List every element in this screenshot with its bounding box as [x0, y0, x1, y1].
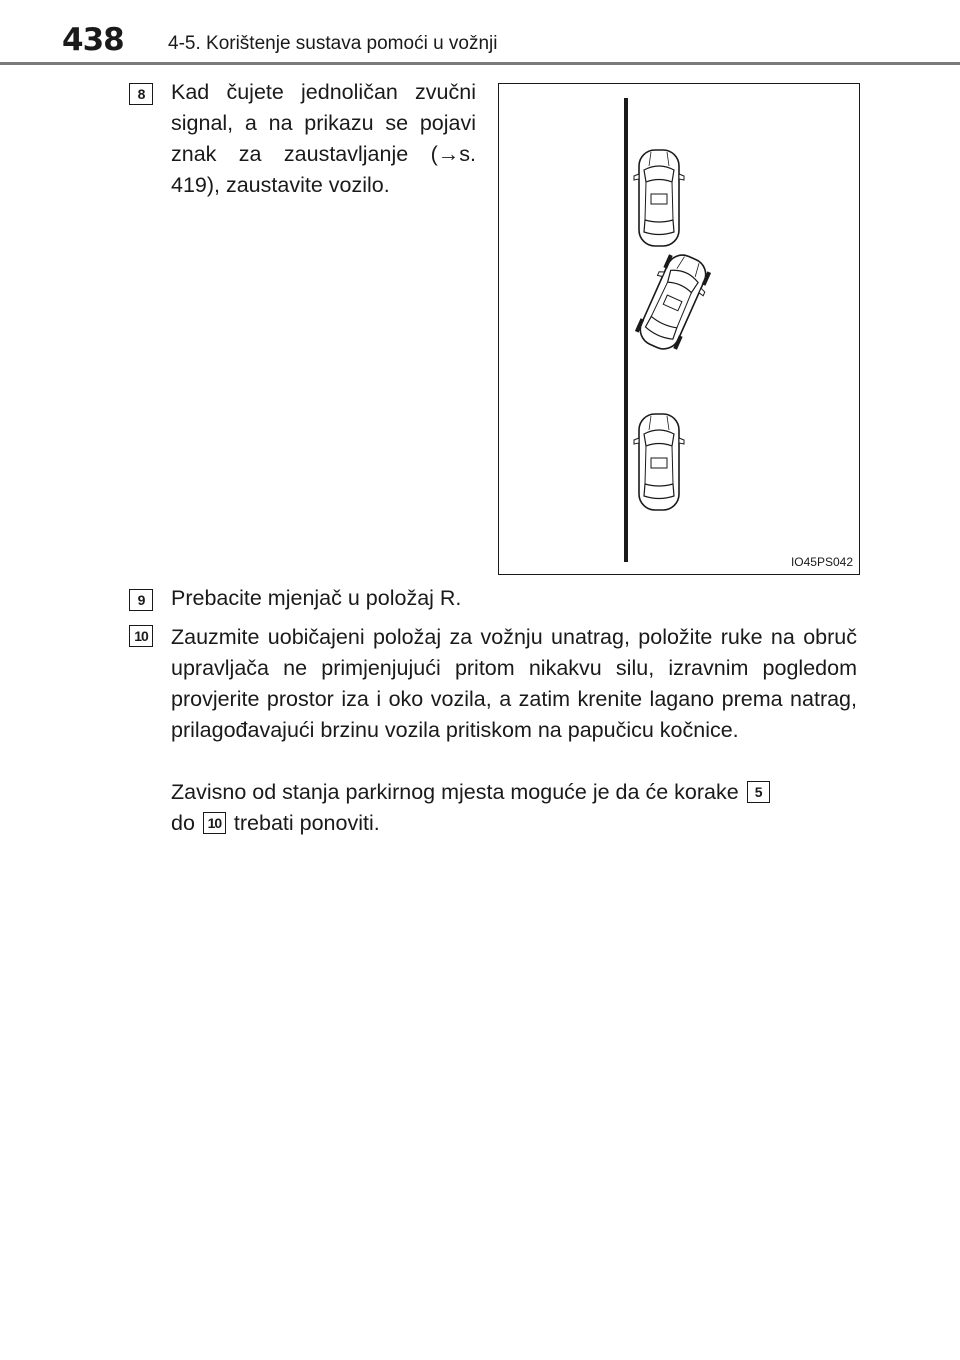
step-badge-9: 9 — [129, 589, 153, 611]
step-ref-5: 5 — [747, 781, 770, 803]
figure-code: IO45PS042 — [790, 555, 853, 569]
section-title: 4-5. Korištenje sustava pomoći u vožnji — [168, 33, 498, 54]
parking-diagram-svg — [499, 84, 861, 576]
step-ref-10: 10 — [203, 812, 226, 834]
note-text-after: trebati ponoviti. — [233, 811, 380, 835]
step-9-text: Prebacite mjenjač u položaj R. — [171, 586, 462, 610]
step-badge-8: 8 — [129, 83, 153, 105]
parked-car-rear — [634, 414, 684, 510]
page-number: 438 — [62, 22, 124, 58]
step-8-text: Kad čujete jednoličan zvučni signal, a na prikazu se pojavi znak za zaustavljanje (→s. 419), zaustavite vozilo. — [171, 80, 476, 197]
step-10-text: Zauzmite uobičajeni položaj za vožnju unatrag, položite ruke na obruč upravljača ne primjenjujući pritom nikakvu silu, izravnim pogledom provjerite prostor iza i oko vozila, a zatim krenite lagano prema natrag, prilagođavajući brzinu vozila pritiskom na papučicu kočnice. — [171, 625, 857, 742]
header-divider — [0, 62, 960, 65]
step-10-note — [171, 777, 857, 839]
note-text-before: Zavisno od stanja parkirnog mjesta moguće je da će korake — [171, 780, 739, 804]
parked-car-front — [634, 150, 684, 246]
parking-illustration — [498, 83, 860, 575]
note-text-middle: do — [171, 811, 195, 835]
page-header — [0, 0, 960, 70]
maneuvering-car — [631, 248, 716, 356]
step-badge-10: 10 — [129, 625, 153, 647]
